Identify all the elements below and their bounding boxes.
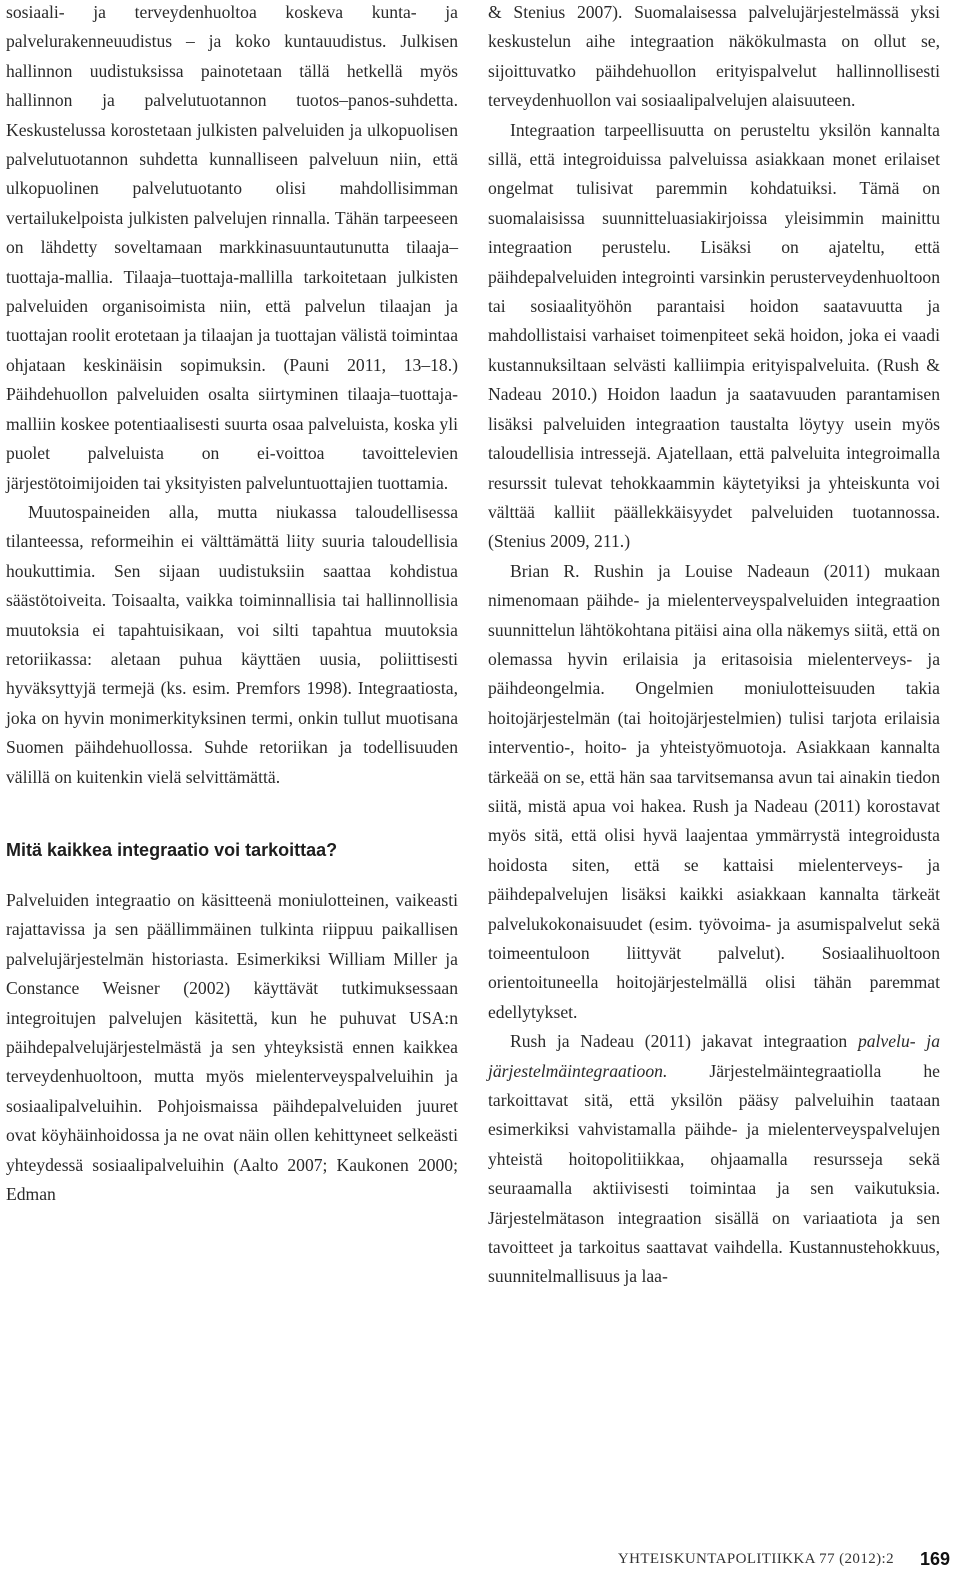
body-paragraph: Palveluiden integraatio on käsitteenä moniulotteinen, vaikeasti rajattavissa ja sen päällimmäinen tulkinta riippuu paikallisen palvelujärjestelmän historiasta. Esimerkiksi William Miller ja Constance Weisner (2002) käyttävät tutkimuksessaan integroitujen palvelujen käsitettä, kun he puhuvat USA:n päihdepalvelujärjestelmästä ja sen yhteyksistä ennen kaikkea terveydenhuoltoon, mutta myös mielenterveyspalveluihin ja sosiaalipalveluihin. Pohjoismaissa päihdepalveluiden juuret ovat köyhäinhoidossa ja ne ovat näin ollen kehittyneet selkeästi yhteydessä sosiaalipalveluihin (Aalto 2007; Kaukonen 2000; Edman — [6, 889, 458, 1205]
body-paragraph: Muutospaineiden alla, mutta niukassa taloudellisessa tilanteessa, reformeihin ei välttämättä liity suuria taloudellisia houkuttimia. Sen sijaan uudistuksiin saattaa kohdistua säästötoiveita. Toisaalta, vaikka toiminnallisia tai hallinnollisia muutoksia ei tapahtuisikaan, voi silti tapahtua muutoksia retoriikassa: aletaan puhua käyttäen uusia, poliittisesti hyväksyttyjä termejä (ks. esim. Premfors 1998). Integraatiosta, joka on hyvin monimerkityksinen termi, onkin tullut muotisana Suomen päihdehuollossa. Suhde retoriikan ja todellisuuden välillä on kuitenkin vielä selvittämättä. — [6, 501, 458, 787]
journal-name: YHTEISKUNTAPOLITIIKKA 77 (2012):2 — [617, 1551, 894, 1567]
body-paragraph: sosiaali- ja terveydenhuoltoa koskeva kunta- ja palvelurakenneuudistus – ja koko kuntauudistus. Julkisen hallinnon uudistuksissa painotetaan tällä hetkellä myös hallinnon ja palvelutuotannon tuotos–panos-suhdetta. Keskustelussa korostetaan julkisten palveluiden ja ulkopuolisen palvelutuotannon suhdetta kunnalliseen palveluun niin, että ulkopuolinen palvelutuotanto olisi mahdollisimman vertailukelpoista julkisten palvelujen rinnalla. Tähän tarpeeseen on lähdetty soveltamaan markkinasuuntautunutta tilaaja–tuottaja-mallia. Tilaaja–tuottaja-mallilla tarkoitetaan julkisten palveluiden organisoimista niin, että palvelun tilaajan ja tuottajan roolit erotetaan ja tilaajan ja tuottajan välistä toimintaa ohjataan keskinäisin sopimuksin. (Pauni 2011, 13–18.) Päihdehuollon palveluiden osalta siirtyminen tilaaja–tuottaja-malliin koskee potentiaalisesti suurta osaa palveluista, koska yli puolet palveluista on ei-voittoa tavoittelevien järjestötoimijoiden tai yksityisten palveluntuottajien tuottamia. — [6, 2, 458, 493]
page-footer — [0, 1543, 960, 1573]
right-column — [488, 0, 940, 1292]
paragraph-text: Järjestelmäintegraatiolla he tarkoittavat sitä, että yksilön pääsy palveluihin taataan esimerkiksi vahvistamalla päihde- ja mielenterveyspalvelujen yhteistä hoitopolitiikkaa, ohjaamalla resursseja sekä seuraamalla aktiivisesti toimintaa ja sen vaikutuksia. Järjestelmätason integraation sisällä on variaatiota ja sen tavoitteet ja tarkoitus saattavat vaihdella. Kustannustehokkuus, suunnitelmallisuus ja laa- — [488, 1060, 940, 1287]
body-paragraph: & Stenius 2007). Suomalaisessa palvelujärjestelmässä yksi keskustelun aihe integraation näkökulmasta on ollut se, sijoittuvatko päihdehuollon erityispalvelut hallinnollisesti terveydenhuollon vai sosiaalipalvelujen alaisuuteen. — [488, 2, 940, 111]
paragraph-text: Rush ja Nadeau (2011) jakavat integraation — [510, 1031, 858, 1052]
page-number: 169 — [919, 1549, 950, 1569]
italic-term: palvelu- ja järjestelmäintegraatioon. — [488, 1031, 940, 1081]
section-heading: Mitä kaikkea integraatio voi tarkoittaa? — [6, 839, 338, 860]
body-paragraph: Integraation tarpeellisuutta on perusteltu yksilön kannalta sillä, että integroiduissa palveluissa asiakkaan monet erilaiset ongelmat tulisivat paremmin kohdatuiksi. Tämä on suomalaisissa suunnitteluasiakirjoissa yleisimmin mainittu integraation perustelu. Lisäksi on ajateltu, että päihdepalveluiden integrointi varsinkin perusterveydenhuoltoon tai sosiaalityöhön parantaisi hoidon saatavuutta ja mahdollistaisi varhaiset toimenpiteet sekä hoidon, joka ei vaadi kustannuksiltaan selvästi kalliimpia erityispalveluita. (Rush & Nadeau 2010.) Hoidon laadun ja saatavuuden parantamisen lisäksi palveluiden integraation taustalta löytyy usein myös taloudellisia intressejä. Ajatellaan, että palveluita integroimalla resurssit tulevat tehokkaammin käytetyiksi ja yhteiskunta voi välttää kalliit päällekkäisyydet palveluiden tuotannossa. (Stenius 2009, 211.) — [488, 119, 940, 552]
body-paragraph — [488, 1027, 940, 1292]
left-column — [6, 0, 458, 1209]
body-paragraph: Brian R. Rushin ja Louise Nadeaun (2011) mukaan nimenomaan päihde- ja mielenterveyspalveluiden integraation suunnittelun lähtökohtana pitäisi aina olla näkemys siitä, että on olemassa hyvin erilaisia ja eritasoisia mielenterveys- ja päihdeongelmia. Ongelmien moniulotteisuuden takia hoitojärjestelmän (tai hoitojärjestelmien) tulisi tarjota erilaisia interventio-, hoito- ja yhteistyömuotoja. Asiakkaan kannalta tärkeää on se, että hän saa tarvitsemansa avun tai ainakin tiedon siitä, mistä apua voi hakea. Rush ja Nadeau (2011) korostavat myös sitä, että olisi hyvä laajentaa ymmärrystä integroidusta hoidosta siten, että se kattaisi mielenterveys- ja päihdepalvelujen lisäksi kaikki asiakkaan kannalta tärkeät palvelukokonaisuudet (esim. työvoima- ja asumispalvelut sekä toimeentuloon liittyvät palvelut). Sosiaalihuoltoon orientoituneella hoitojärjestelmällä olisi tähän paremmat edellytykset. — [488, 560, 940, 1022]
